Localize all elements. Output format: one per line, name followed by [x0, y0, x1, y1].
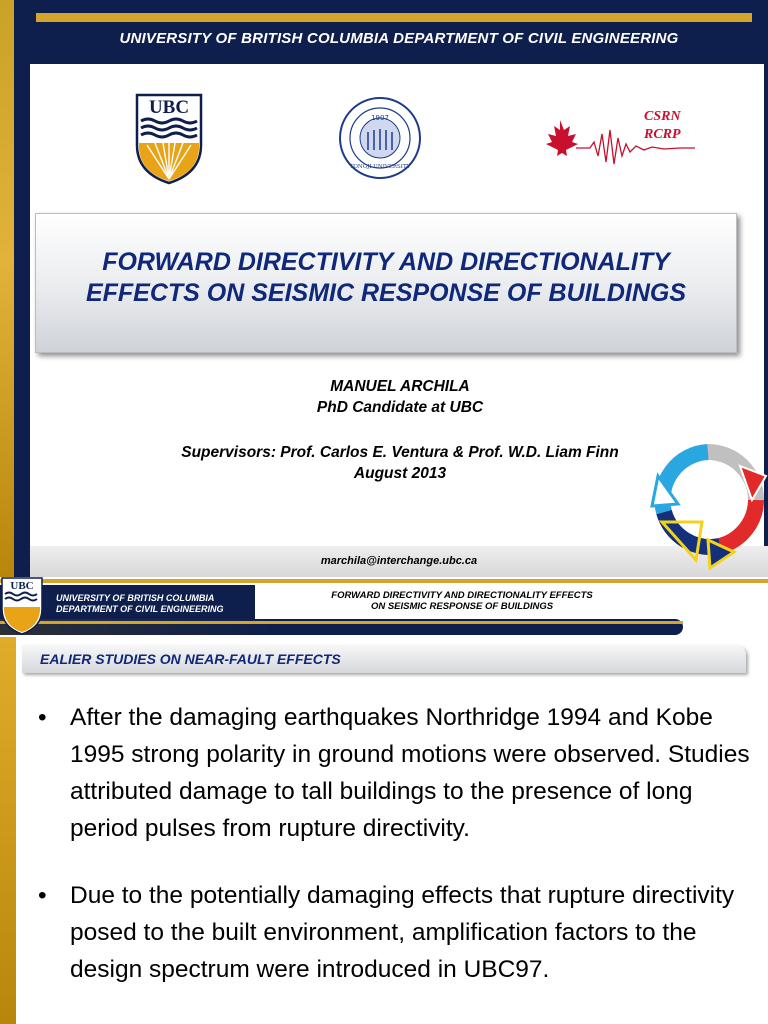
crest-text: UBC [10, 580, 34, 592]
bullet-text: Due to the potentially damaging effects that rupture directivity posed to the built environment, amplification factors to the design spectrum were introduced in UBC97. [70, 882, 735, 983]
department-header: UNIVERSITY OF BRITISH COLUMBIA DEPARTMENT OF CIVIL ENGINEERING [119, 30, 679, 47]
tongji-name: TONGJI UNIVERSITY [349, 164, 411, 170]
left-gold-band [0, 0, 14, 577]
content-slide [0, 577, 768, 1024]
bullet-list [30, 699, 760, 1018]
header-topic [262, 590, 662, 612]
title-line-1: FORWARD DIRECTIVITY AND DIRECTIONALITY [102, 248, 670, 276]
tongji-year: 1907 [371, 114, 389, 122]
csrn-rcrp-text [644, 108, 681, 144]
header-university-line-1: UNIVERSITY OF BRITISH COLUMBIA [56, 593, 215, 603]
title-box [35, 213, 737, 353]
supervisors: Supervisors: Prof. Carlos E. Ventura & Prof. W.D. Liam Finn [181, 444, 619, 461]
csrn-label: CSRN [644, 109, 681, 124]
bullet-text: After the damaging earthquakes Northridge 1994 and Kobe 1995 strong polarity in ground motions were observed. Studies attributed damage to tall buildings to the presence of long period pulses from rupture directivity. [70, 704, 750, 842]
header-topic-line-2: ON SEISMIC RESPONSE OF BUILDINGS [370, 601, 554, 612]
bullet-marker: • [38, 882, 47, 909]
ubc-logo-text: UBC [148, 97, 190, 118]
tongji-university-logo-icon [338, 96, 422, 180]
rcrp-label: RCRP [644, 127, 681, 142]
header-gold-rule [36, 13, 752, 22]
author-name: MANUEL ARCHILA [330, 378, 470, 395]
presentation-date: August 2013 [353, 465, 447, 482]
ubc-crest-icon [1, 577, 43, 635]
presentation-title [36, 247, 736, 309]
left-gold-band [0, 637, 16, 1024]
list-item [30, 877, 760, 988]
left-navy-band [14, 0, 30, 577]
title-line-2: EFFECTS ON SEISMIC RESPONSE OF BUILDINGS [85, 279, 687, 307]
header-gold-rule [0, 621, 683, 624]
contact-email[interactable]: marchila@interchange.ubc.ca [320, 555, 478, 567]
author-role: PhD Candidate at UBC [316, 399, 484, 416]
header-topic-line-1: FORWARD DIRECTIVITY AND DIRECTIONALITY EFFECTS [331, 590, 593, 601]
top-gold-rule [0, 579, 768, 583]
circular-arrows-emblem-icon [648, 440, 768, 577]
ubc-logo-icon [135, 93, 203, 185]
list-item [30, 699, 760, 847]
header-university-line-2: DEPARTMENT OF CIVIL ENGINEERING [56, 604, 224, 614]
bullet-marker: • [38, 704, 47, 731]
csrn-logo [540, 104, 700, 170]
section-title: EALIER STUDIES ON NEAR-FAULT EFFECTS [40, 651, 341, 667]
header-university [56, 593, 224, 615]
